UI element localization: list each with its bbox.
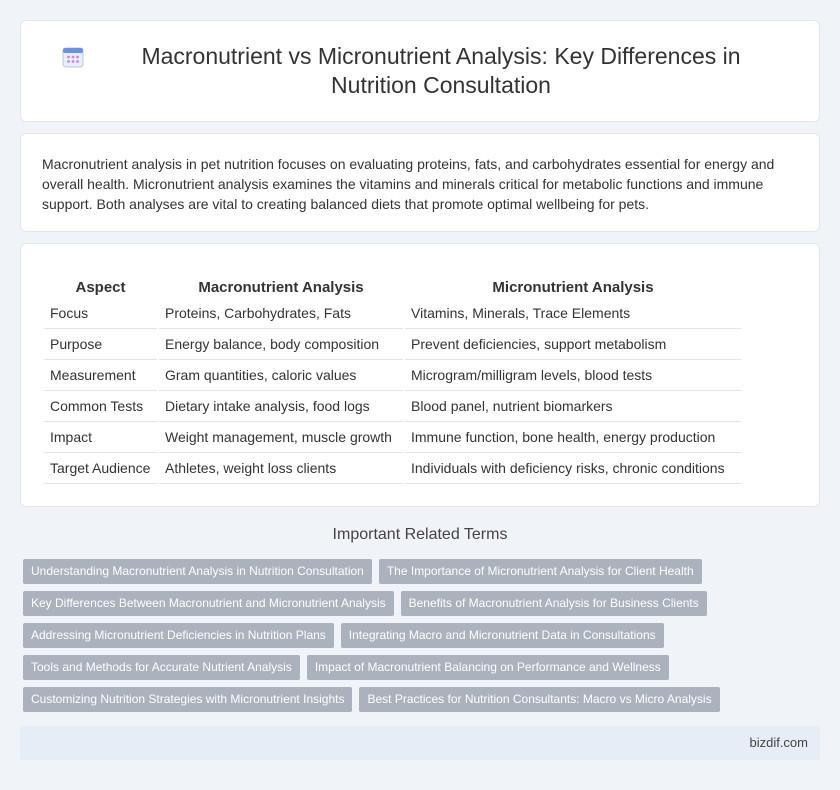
table-cell: Prevent deficiencies, support metabolism: [405, 329, 741, 360]
tag-row: [23, 623, 823, 648]
header-card: [20, 20, 820, 122]
table-cell: Dietary intake analysis, food logs: [159, 391, 403, 422]
table-header-row: [44, 272, 741, 298]
page-title: Macronutrient vs Micronutrient Analysis: Key Differences in Nutrition Consultation: [141, 43, 741, 98]
intro-card: [20, 133, 820, 232]
table-cell: Athletes, weight loss clients: [159, 453, 403, 484]
table-cell: Measurement: [44, 360, 157, 391]
table-cell: Microgram/milligram levels, blood tests: [405, 360, 741, 391]
table-cell: Immune function, bone health, energy production: [405, 422, 741, 453]
table-row: [44, 422, 741, 453]
table-cell: Impact: [44, 422, 157, 453]
column-header: Aspect: [75, 278, 126, 296]
related-term-tag[interactable]: Customizing Nutrition Strategies with Micronutrient Insights: [23, 687, 352, 712]
related-term-tag[interactable]: Understanding Macronutrient Analysis in Nutrition Consultation: [23, 559, 372, 584]
comparison-table: [42, 272, 743, 484]
calendar-icon: [61, 45, 85, 69]
column-header: Micronutrient Analysis: [492, 278, 654, 296]
tag-row: [23, 655, 823, 680]
table-cell: Weight management, muscle growth: [159, 422, 403, 453]
table-row: [44, 360, 741, 391]
table-row: [44, 453, 741, 484]
intro-text: Macronutrient analysis in pet nutrition focuses on evaluating proteins, fats, and carbohydrates essential for energy and overall health. Micronutrient analysis examines the vitamins and minerals critical for metabolic functions and immune support. Both analyses are vital to creating balanced diets that promote optimal wellbeing for pets.: [42, 156, 775, 212]
related-terms-title: Important Related Terms: [332, 526, 508, 543]
table-cell: Purpose: [44, 329, 157, 360]
related-term-tag[interactable]: Impact of Macronutrient Balancing on Performance and Wellness: [307, 655, 669, 680]
table-cell: Energy balance, body composition: [159, 329, 403, 360]
related-term-tag[interactable]: Benefits of Macronutrient Analysis for Business Clients: [401, 591, 707, 616]
table-cell: Target Audience: [44, 453, 157, 484]
table-row: [44, 391, 741, 422]
related-term-tag[interactable]: Tools and Methods for Accurate Nutrient Analysis: [23, 655, 300, 680]
table-row: [44, 329, 741, 360]
table-cell: Focus: [44, 298, 157, 329]
table-cell: Common Tests: [44, 391, 157, 422]
column-header: Macronutrient Analysis: [198, 278, 364, 296]
related-term-tag[interactable]: Integrating Macro and Micronutrient Data in Consultations: [341, 623, 664, 648]
table-cell: Blood panel, nutrient biomarkers: [405, 391, 741, 422]
tag-row: [23, 559, 823, 584]
tag-row: [23, 687, 823, 712]
table-cell: Gram quantities, caloric values: [159, 360, 403, 391]
related-term-tag[interactable]: Best Practices for Nutrition Consultants: Macro vs Micro Analysis: [359, 687, 719, 712]
related-terms-list: [23, 559, 823, 719]
comparison-table-card: [20, 243, 820, 507]
footer: [20, 726, 820, 760]
table-row: [44, 298, 741, 329]
related-term-tag[interactable]: The Importance of Micronutrient Analysis for Client Health: [379, 559, 702, 584]
related-term-tag[interactable]: Key Differences Between Macronutrient and Micronutrient Analysis: [23, 591, 394, 616]
related-term-tag[interactable]: Addressing Micronutrient Deficiencies in Nutrition Plans: [23, 623, 334, 648]
title-wrap: [21, 21, 819, 121]
tag-row: [23, 591, 823, 616]
table-cell: Individuals with deficiency risks, chronic conditions: [405, 453, 741, 484]
table-cell: Vitamins, Minerals, Trace Elements: [405, 298, 741, 329]
footer-brand[interactable]: bizdif.com: [749, 735, 808, 750]
table-cell: Proteins, Carbohydrates, Fats: [159, 298, 403, 329]
